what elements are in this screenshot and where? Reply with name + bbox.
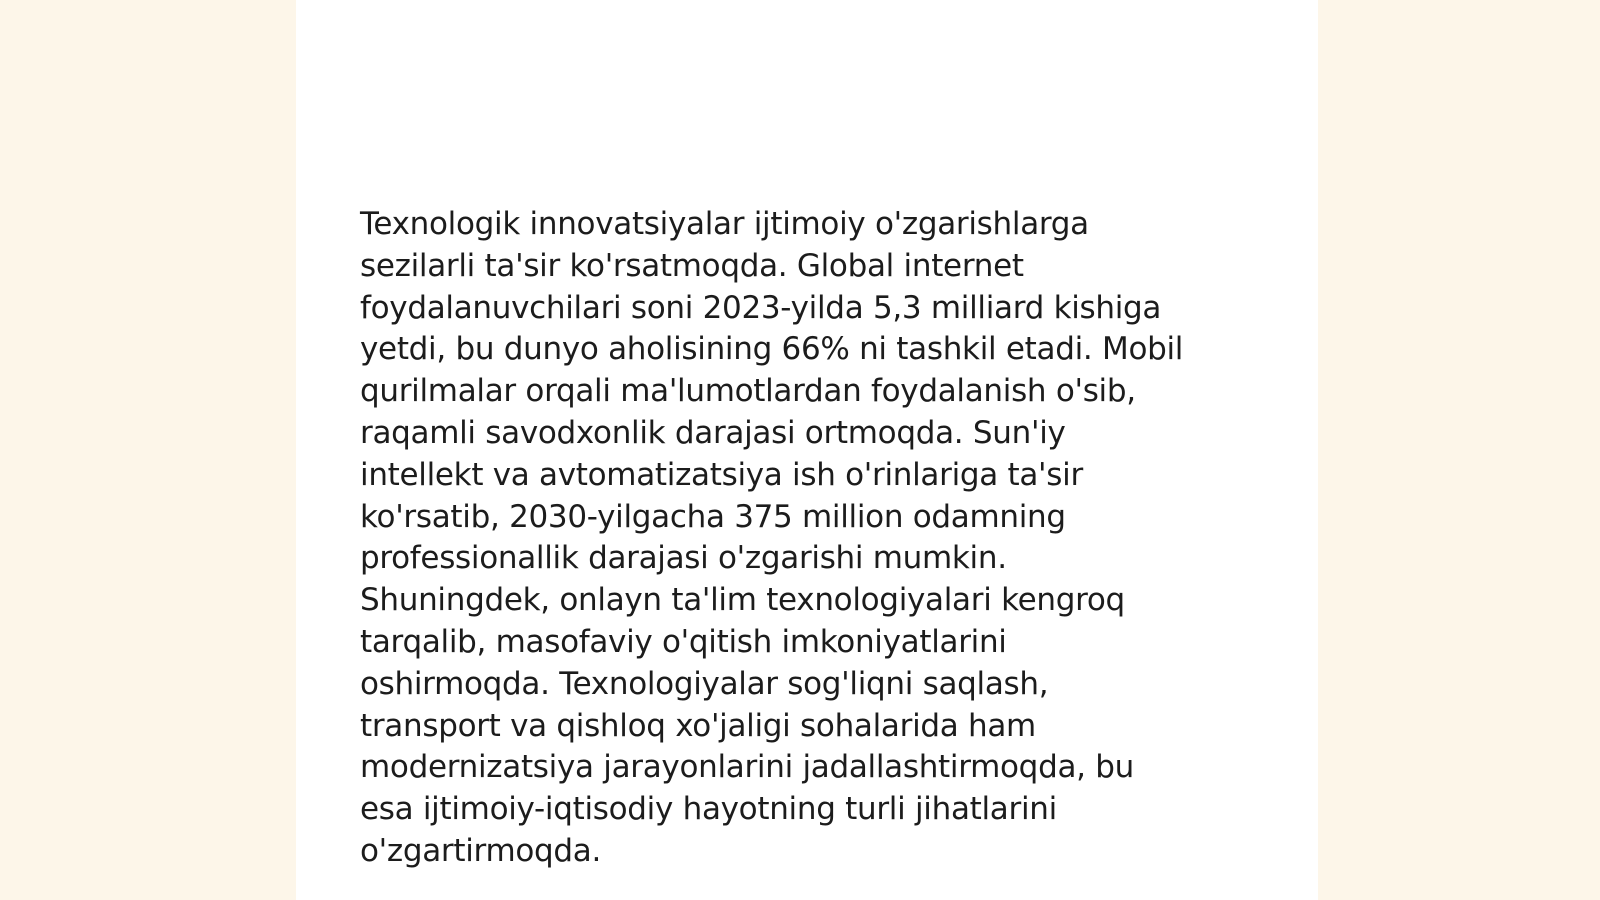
paragraph-line: transport va qishloq xo'jaligi sohalarida ham [360,707,1036,744]
paragraph-line: esa ijtimoiy-iqtisodiy hayotning turli jihatlarini [360,791,1057,828]
paragraph-line: sezilarli ta'sir ko'rsatmoqda. Global internet [360,247,1024,284]
paragraph-line: oshirmoqda. Texnologiyalar sog'liqni saqlash, [360,665,1049,702]
body-paragraph [360,204,1260,873]
paragraph-line: intellekt va avtomatizatsiya ish o'rinlariga ta'sir [360,456,1083,493]
paragraph-line: ko'rsatib, 2030-yilgacha 375 million odamning [360,498,1066,535]
paragraph-line: modernizatsiya jarayonlarini jadallashtirmoqda, bu [360,749,1134,786]
paragraph-line: foydalanuvchilari soni 2023-yilda 5,3 milliard kishiga [360,289,1162,326]
paragraph-line: o'zgartirmoqda. [360,832,602,869]
paragraph-line: professionallik darajasi o'zgarishi mumkin. [360,540,1007,577]
document-page [296,0,1318,900]
paragraph-line: Shuningdek, onlayn ta'lim texnologiyalari kengroq [360,582,1125,619]
paragraph-line: tarqalib, masofaviy o'qitish imkoniyatlarini [360,623,1007,660]
paragraph-line: raqamli savodxonlik darajasi ortmoqda. Sun'iy [360,414,1066,451]
paragraph-line: Texnologik innovatsiyalar ijtimoiy o'zgarishlarga [360,206,1089,242]
paragraph-line: yetdi, bu dunyo aholisining 66% ni tashkil etadi. Mobil [360,331,1184,368]
paragraph-line: qurilmalar orqali ma'lumotlardan foydalanish o'sib, [360,373,1136,410]
